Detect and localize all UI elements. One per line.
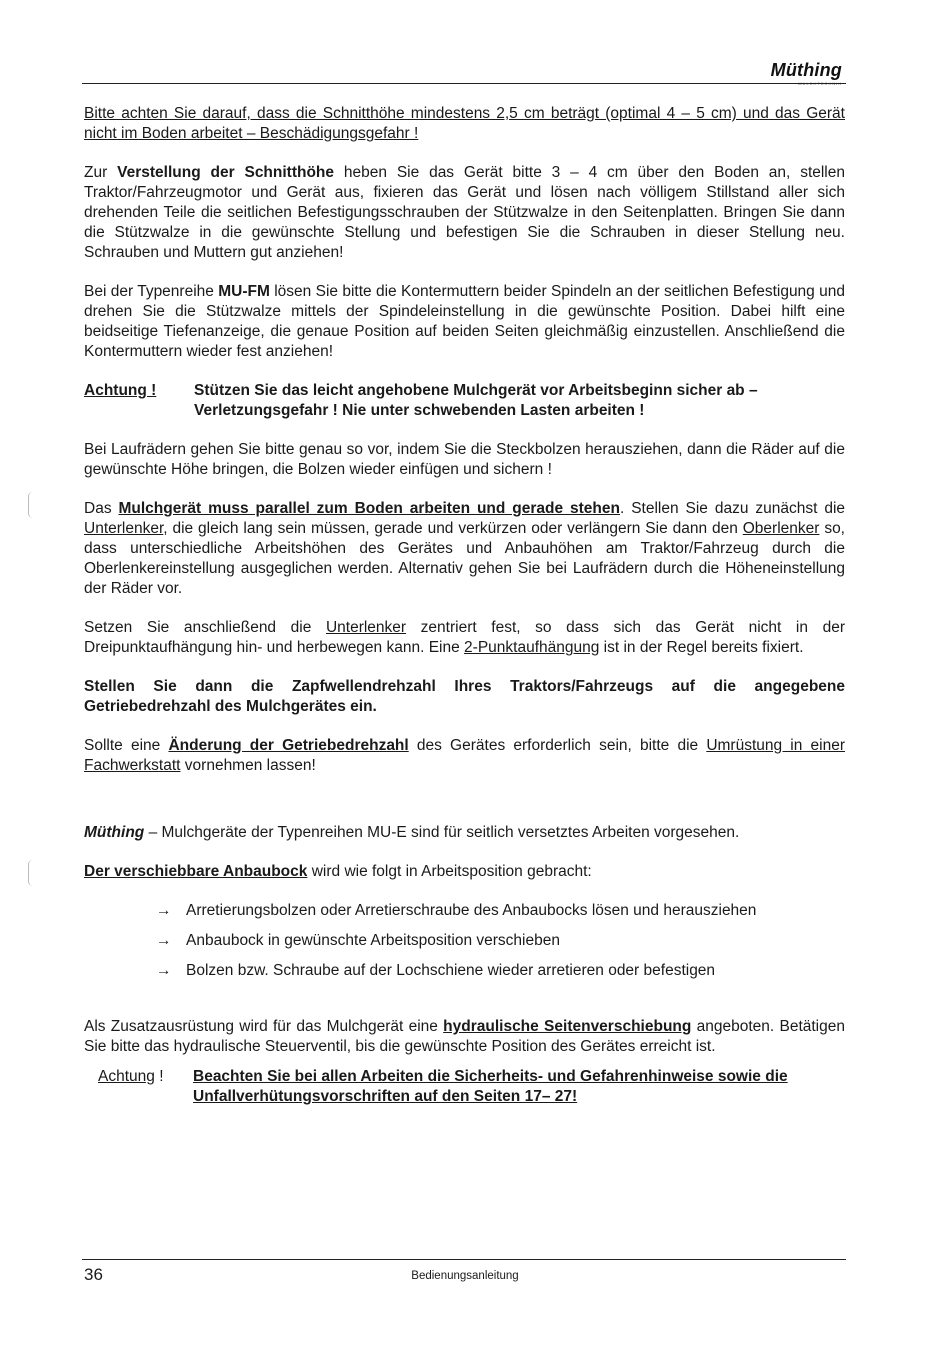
header-rule — [82, 83, 846, 84]
list-item: → Anbaubock in gewünschte Arbeitsposition verschieben — [156, 932, 560, 949]
list-item: → Bolzen bzw. Schraube auf der Lochschiene wieder arretieren oder befestigen — [156, 962, 716, 979]
paragraph-mu-e: Müthing – Mulchgeräte der Typenreihen MU-E sind für seitlich versetztes Arbeiten vorgesehen. — [84, 824, 740, 841]
warning-label: Achtung ! — [98, 1068, 164, 1085]
paragraph-cutting-height-adjustment: Zur Verstellung der Schnitthöhe heben Sie das Gerät bitte 3 – 4 cm über den Boden an, stellen Traktor/Fahrzeugmotor und Gerät aus, fixieren das Gerät und lösen nach völligem Stillstand aller sich drehenden Teile die seitlichen Befestigungsschrauben der Stützwalze in den Seitenplatten. Bringen Sie dann die Stützwalze in die gewünschte Stellung und befestigen Sie die Schrauben in dieser Stellung neu. Schrauben und Muttern gut anziehen! — [84, 164, 845, 261]
instruction-list — [156, 901, 845, 981]
warning-text: Stützen Sie das leicht angehobene Mulchgerät vor Arbeitsbeginn sicher ab – Verletzungsgefahr ! Nie unter schwebenden Lasten arbeiten ! — [194, 382, 758, 419]
brand-logo-subtitle: MULCHTECHNIK — [798, 81, 842, 86]
spacer — [84, 1001, 845, 1017]
margin-mark — [28, 860, 37, 886]
warning-block-safety — [98, 1067, 845, 1107]
warning-text: Beachten Sie bei allen Arbeiten die Sicherheits- und Gefahrenhinweise sowie die Unfallverhütungsvorschriften auf den Seiten 17– 27! — [193, 1068, 788, 1105]
paragraph-sliding-mount: Der verschiebbare Anbaubock wird wie folgt in Arbeitsposition gebracht: — [84, 863, 592, 880]
footer-rule — [82, 1259, 846, 1260]
warning-label: Achtung ! — [84, 382, 157, 399]
arrow-icon: → — [156, 932, 172, 949]
warning-block-support — [84, 381, 845, 421]
paragraph-parallel: Das Mulchgerät muss parallel zum Boden arbeiten und gerade stehen. Stellen Sie dazu zunächst die Unterlenker, die gleich lang sein müssen, gerade und verkürzen oder verlängern Sie dann den Oberlenker so, dass unterschiedliche Arbeitshöhen des Gerätes und Anbauhöhen am Traktor/Fahrzeug durch die Oberlenkereinstellung ausgeglichen werden. Alternativ gehen Sie bei Laufrädern durch die Höheneinstellung der Räder vor. — [84, 500, 846, 597]
brand-logo: Müthing — [770, 60, 842, 80]
paragraph-gear-change: Sollte eine Änderung der Getriebedrehzahl des Gerätes erforderlich sein, bitte die Umrüstung in einer Fachwerkstatt vornehmen lassen! — [84, 737, 845, 774]
paragraph-pto-speed: Stellen Sie dann die Zapfwellendrehzahl Ihres Traktors/Fahrzeugs auf die angegebene Getriebedrehzahl des Mulchgerätes ein. — [84, 678, 845, 715]
paragraph-cutting-height-warning: Bitte achten Sie darauf, dass die Schnitthöhe mindestens 2,5 cm beträgt (optimal 4 – 5 cm) und das Gerät nicht im Boden arbeitet – Beschädigungsgefahr ! — [84, 105, 845, 142]
footer-title: Bedienungsanleitung — [411, 1270, 519, 1282]
paragraph-mu-fm: Bei der Typenreihe MU-FM lösen Sie bitte die Kontermuttern beider Spindeln an der seitlichen Befestigung und drehen Sie die Stützwalze mittels der Spindeleinstellung in die gewünschte Position. Dabei hilft eine beidseitige Tiefenanzeige, die genaue Position auf beiden Seiten gleichmäßig einzustellen. Anschließend die Kontermuttern wieder fest anziehen! — [84, 283, 845, 360]
paragraph-lower-links: Setzen Sie anschließend die Unterlenker zentriert fest, so dass sich das Gerät nicht in der Dreipunktaufhängung hin- und herbewegen kann. Eine 2-Punktaufhängung ist in der Regel bereits fixiert. — [84, 619, 845, 656]
arrow-icon: → — [156, 962, 172, 979]
spacer — [84, 795, 845, 823]
paragraph-hydraulic-shift: Als Zusatzausrüstung wird für das Mulchgerät eine hydraulische Seitenverschiebung angeboten. Betätigen Sie bitte das hydraulische Steuerventil, bis die gewünschte Position des Gerätes erreicht ist. — [84, 1018, 845, 1055]
list-item: → Arretierungsbolzen oder Arretierschraube des Anbaubocks lösen und herausziehen — [156, 902, 757, 919]
paragraph-wheels: Bei Laufrädern gehen Sie bitte genau so vor, indem Sie die Steckbolzen herausziehen, dann die Räder auf die gewünschte Höhe bringen, die Bolzen wieder einfügen und sichern ! — [84, 441, 845, 478]
page-number: 36 — [84, 1265, 103, 1284]
arrow-icon: → — [156, 902, 172, 919]
margin-mark — [28, 492, 37, 518]
document-body — [84, 104, 845, 1107]
